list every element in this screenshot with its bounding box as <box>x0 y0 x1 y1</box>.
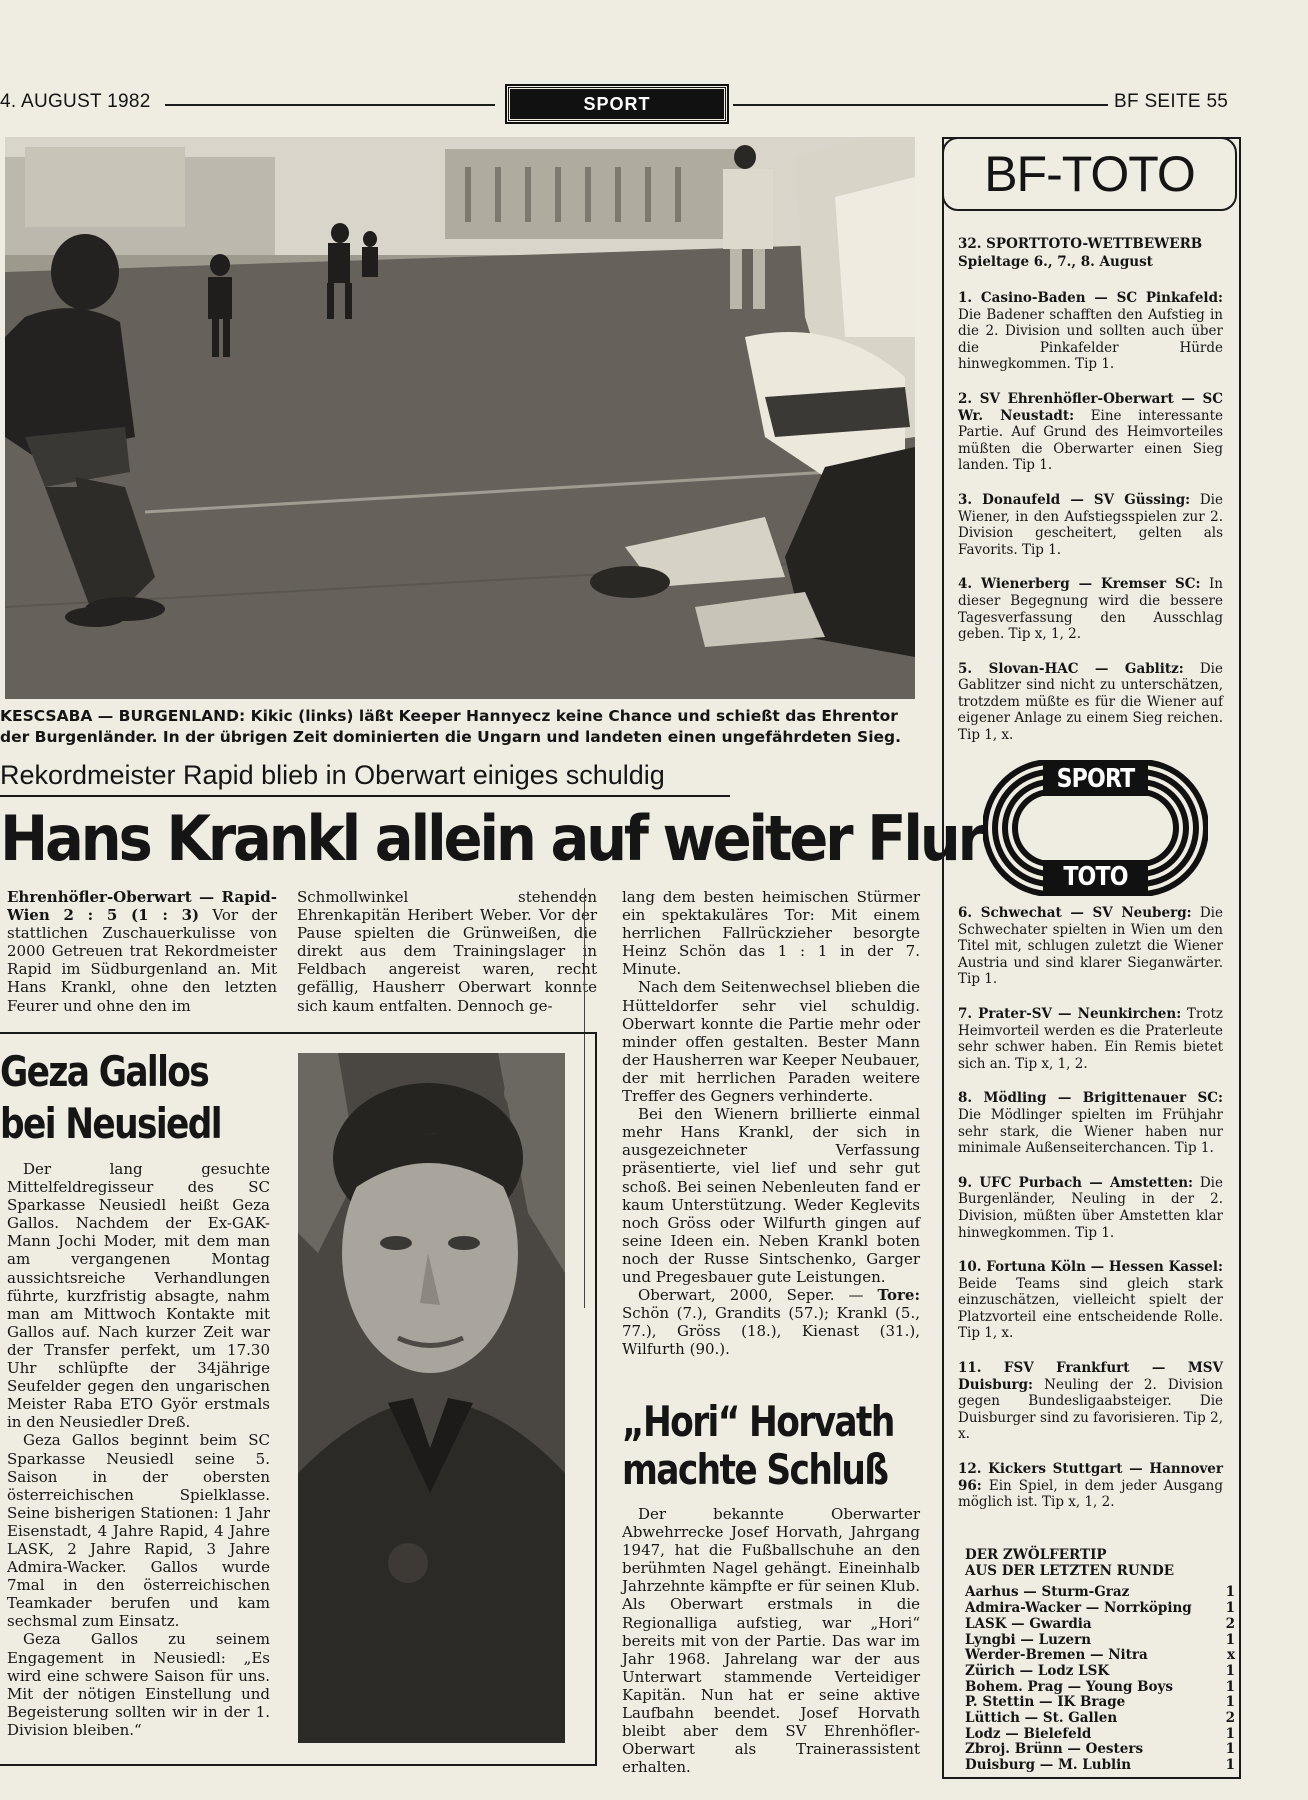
game-teams: 3. Donaufeld — SV Güssing: <box>958 491 1191 508</box>
game-teams: 1. Casino-Baden — SC Pinkafeld: <box>958 290 1223 306</box>
result-value: 1 <box>1225 1678 1235 1695</box>
zwoelfertip-table <box>965 1548 1235 1774</box>
horvath-headline-1: „Hori“ Horvath <box>622 1397 894 1446</box>
gallos-headline-1: Geza Gallos <box>0 1047 209 1096</box>
col3-para-2: Nach dem Seitenwechsel blieben die Hütteldorfer sehr viel schuldig. Oberwart konnte die Partie mehr oder minder offen gestalten. Bester Mann der Hausherren war Keeper Neubauer, der mit herrlichen Paraden weitere Treffer des Gegners verhinderte. <box>622 978 920 1106</box>
result-row <box>965 1617 1235 1633</box>
article-column-1 <box>7 888 277 1015</box>
game-teams: 9. UFC Purbach — Amstetten: <box>958 1174 1194 1191</box>
result-match: LASK — Gwardia <box>965 1615 1092 1632</box>
game-teams: 12. Kickers Stuttgart — Hannover 96: <box>958 1461 1223 1494</box>
toto-game <box>958 905 1223 988</box>
kicker-underline <box>0 795 730 797</box>
result-value: 1 <box>1225 1694 1235 1711</box>
result-match: Werder-Bremen — Nitra <box>965 1647 1148 1664</box>
toto-title: BF-TOTO <box>984 146 1195 202</box>
result-match: Lüttich — St. Gallen <box>965 1710 1118 1727</box>
toto-game <box>958 661 1223 744</box>
result-row <box>965 1633 1235 1649</box>
game-tip: Ein Spiel, in dem jeder Ausgang möglich ist. Tip x, 1, 2. <box>958 1477 1223 1511</box>
result-value: 1 <box>1225 1741 1235 1758</box>
result-value: 1 <box>1225 1631 1235 1648</box>
game-teams: 7. Prater-SV — Neunkirchen: <box>958 1005 1182 1022</box>
match-result-lead: Ehrenhöfler-Oberwart — Rapid-Wien 2 : 5 (1 : 3) <box>7 888 277 925</box>
article-column-2 <box>297 888 597 1015</box>
result-row <box>965 1680 1235 1696</box>
match-photo <box>5 137 915 699</box>
sport-toto-logo <box>983 760 1208 896</box>
result-value: x <box>1226 1647 1235 1664</box>
result-row <box>965 1695 1235 1711</box>
toto-game <box>958 1175 1223 1241</box>
game-tip: Die Burgenländer, Neuling in der 2. Division, müßten über Amstetten klar hinwegkommen. Tip 1. <box>958 1174 1223 1241</box>
gallos-portrait-art <box>298 1053 565 1743</box>
result-match: Lyngbi — Luzern <box>965 1631 1092 1648</box>
toto-games-2 <box>958 905 1223 1511</box>
toto-game <box>958 1360 1223 1443</box>
article-column-3 <box>622 888 920 1358</box>
result-row <box>965 1664 1235 1680</box>
result-value: 1 <box>1225 1584 1235 1601</box>
results-title-2: AUS DER LETZTEN RUNDE <box>965 1562 1174 1579</box>
toto-game <box>958 492 1223 558</box>
result-match: Zürich — Lodz LSK <box>965 1662 1110 1679</box>
game-tip: Die Wiener, in den Aufstiegsspielen zur 2. Division gescheitert, gelten als Favorits. Tip 1. <box>958 491 1223 558</box>
toto-games-1 <box>958 290 1223 744</box>
result-match: P. Stettin — IK Brage <box>965 1694 1126 1711</box>
issue-date: 4. AUGUST 1982 <box>0 91 151 112</box>
toto-matchdays: Spieltage 6., 7., 8. August <box>958 254 1153 270</box>
section-label: SPORT <box>507 86 727 122</box>
photo-caption: KESCSABA — BURGENLAND: Kikic (links) läßt Keeper Hannyecz keine Chance und schießt das Ehrentor der Burgenländer. In der übrigen Zeit dominierten die Ungarn und landeten einen ungefährdeten Sieg. <box>0 707 902 746</box>
game-tip: Die Mödlinger spielten im Frühjahr sehr stark, die Wiener haben nur minimale Außenseiterchancen. Tip 1. <box>958 1106 1223 1157</box>
match-photo-art <box>5 137 915 699</box>
gallos-para-1: Der lang gesuchte Mittelfeldregisseur des SC Sparkasse Neusiedl heißt Geza Gallos. Nachdem der Ex-GAK-Mann Jochi Moder, mit dem man am vergangenen Montag aussichtsreiche Verhandlungen führte, kurzfristig absagte, nahm man am Mittwoch Kontakte mit Gallos auf. Nach kurzer Zeit war der Transfer perfekt, um 17.30 Uhr schlüpfte der 34jährige Seufelder gegen den ungarischen Meister Raba ETO Györ erstmals in den Neusiedler Dreß. <box>7 1160 270 1432</box>
gallos-headline-2: bei Neusiedl <box>0 1099 221 1148</box>
col3-para-4 <box>622 1286 920 1358</box>
toto-game <box>958 1090 1223 1156</box>
horvath-para: Der bekannte Oberwarter Abwehrrecke Josef Horvath, Jahrgang 1947, hat die Fußballschuhe an den berühmten Nagel gehängt. Eineinhalb Jahrzehnte kämpfte er für seinen Klub. Als Oberwart erstmals in die Regionalliga aufstieg, war „Hori“ bereits mit von der Partie. Das war im Jahr 1968. Jahrelang war der aus Unterwart stammende Verteidiger Kapitän. Nun hat er seine aktive Laufbahn beendet. Josef Horvath bleibt aber dem SV Ehrenhöfler-Oberwart als Trainerassistent erhalten. <box>622 1505 920 1777</box>
page-number: BF SEITE 55 <box>1114 91 1229 112</box>
game-teams: 2. SV Ehrenhöfler-Oberwart — SC Wr. Neustadt: <box>958 390 1223 424</box>
result-match: Duisburg — M. Lublin <box>965 1757 1132 1774</box>
result-row <box>965 1758 1235 1774</box>
result-match: Admira-Wacker — Norrköping <box>965 1600 1192 1617</box>
goals-label: Tore: <box>877 1286 920 1305</box>
article-kicker: Rekordmeister Rapid blieb in Oberwart einiges schuldig <box>0 760 665 790</box>
horvath-text <box>622 1505 920 1776</box>
result-row <box>965 1601 1235 1617</box>
col3-para-1: lang dem besten heimischen Stürmer ein spektakuläres Tor: Mit einem herrlichen Fallrückzieher besorgte Heinz Schön das 1 : 1 in der 7. Minute. <box>622 888 920 979</box>
game-tip: Trotz Heimvorteil werden es die Praterleute sehr schwer haben. Ein Remis bietet sich an. Tip x, 1, 2. <box>958 1005 1224 1072</box>
result-row <box>965 1648 1235 1664</box>
horvath-headline-2: machte Schluß <box>622 1445 888 1494</box>
game-tip: Beide Teams sind gleich stark einzuschätzen, vielleicht spielt der Platzvorteil eine entscheidende Rolle. Tip 1, x. <box>958 1275 1223 1342</box>
gallos-portrait <box>298 1053 565 1743</box>
result-row <box>965 1585 1235 1601</box>
game-teams: 10. Fortuna Köln — Hessen Kassel: <box>958 1259 1223 1276</box>
gallos-para-2: Geza Gallos beginnt beim SC Sparkasse Neusiedl seine 5. Saison in der obersten österreichischen Spielklasse. Seine bisherigen Stationen: 1 Jahr Eisenstadt, 4 Jahre Rapid, 4 Jahre LASK, 2 Jahre Rapid, 3 Jahre Admira-Wacker. Gallos wurde 7mal in den österreichischen Teamkader berufen und kam sechsmal zum Einsatz. <box>7 1431 270 1631</box>
col2-text: Schmollwinkel stehenden Ehrenkapitän Heribert Weber. Vor der Pause spielten die Grünweißen, die direkt aus dem Trainingslager in Feldbach angereist waren, recht gefällig, Hausherr Oberwart konnte sich kaum entfalten. Dennoch ge- <box>297 888 597 1015</box>
result-value: 2 <box>1225 1615 1235 1632</box>
game-teams: 5. Slovan-HAC — Gablitz: <box>958 660 1184 677</box>
result-row <box>965 1711 1235 1727</box>
game-teams: 8. Mödling — Brigittenauer SC: <box>958 1090 1223 1107</box>
result-match: Lodz — Bielefeld <box>965 1725 1092 1742</box>
goal-scorers: Schön (7.), Grandits (57.); Krankl (5., 77.), Gröss (18.), Kienast (31.), Wilfurth (90.). <box>622 1304 920 1359</box>
game-tip: Die Badener schafften den Aufstieg in die 2. Division und sollten auch über die Pinkafelder Hürde hinwegkommen. Tip 1. <box>958 306 1223 373</box>
game-tip: Eine interessante Partie. Auf Grund des Heimvorteiles müßten die Oberwarter einen Sieg landen. Tip 1. <box>958 407 1223 474</box>
result-value: 1 <box>1225 1600 1235 1617</box>
logo-sport-text: SPORT <box>1056 764 1135 794</box>
col3-para-3: Bei den Wienern brillierte einmal mehr Hans Krankl, der sich in ausgezeichneter Verfassung präsentierte, viel lief und sehr gut schoß. Bei seinen Nebenleuten fand er kaum Unterstützung. Weder Keglevits noch Gröss oder Wilfurth gingen auf seine Ideen ein. Neben Krankl boten noch der Russe Sintschenko, Garger und Pregesbauer gute Leistungen. <box>622 1105 920 1286</box>
results-title-1: DER ZWÖLFERTIP <box>965 1547 1107 1563</box>
header-rule-right <box>733 104 1108 106</box>
result-value: 1 <box>1225 1725 1235 1742</box>
match-facts: Oberwart, 2000, Seper. — <box>638 1286 864 1305</box>
toto-competition: 32. SPORTTOTO-WETTBEWERB <box>958 236 1203 252</box>
col1-text: Vor der stattlichen Zuschauerkulisse von 2000 Getreuen trat Rekordmeister Rapid im Südburgenland an. Mit Hans Krankl, ohne den letzten Feurer und ohne den im <box>7 906 277 1015</box>
article-headline: Hans Krankl allein auf weiter Flur <box>0 802 983 875</box>
result-match: Bohem. Prag — Young Boys <box>965 1678 1173 1695</box>
game-teams: 4. Wienerberg — Kremser SC: <box>958 576 1201 593</box>
gallos-text <box>7 1160 270 1739</box>
toto-game <box>958 290 1223 373</box>
result-value: 2 <box>1225 1710 1235 1727</box>
toto-game <box>958 1259 1223 1342</box>
result-row <box>965 1727 1235 1743</box>
toto-game <box>958 576 1223 642</box>
result-match: Zbroj. Brünn — Oesters <box>965 1741 1144 1758</box>
toto-game <box>958 391 1223 474</box>
game-teams: 11. FSV Frankfurt — MSV Duisburg: <box>958 1360 1223 1393</box>
result-row <box>965 1742 1235 1758</box>
result-value: 1 <box>1225 1662 1235 1679</box>
result-match: Aarhus — Sturm-Graz <box>965 1584 1130 1601</box>
header-rule-left <box>165 104 495 106</box>
game-teams: 6. Schwechat — SV Neuberg: <box>958 905 1192 921</box>
toto-title-frame <box>942 137 1237 211</box>
game-tip: Die Gablitzer sind nicht zu unterschätzen, trotzdem müßte es für die Wiener auf eigener Anlage zu einem Sieg reichen. Tip 1, x. <box>958 660 1223 744</box>
game-tip: In dieser Begegnung wird die bessere Tagesverfassung den Ausschlag geben. Tip x, 1, 2. <box>958 576 1223 643</box>
game-tip: Die Schwechater spielten in Wien um den Titel mit, schlugen zuletzt die Wiener Austria und sind klarer Sieganwärter. Tip 1. <box>958 905 1223 988</box>
toto-game <box>958 1461 1223 1511</box>
toto-game <box>958 1006 1223 1072</box>
logo-toto-text: TOTO <box>1063 862 1128 892</box>
gallos-para-3: Geza Gallos zu seinem Engagement in Neusiedl: „Es wird eine schwere Saison für uns. Mit der nötigen Einstellung und Begeisterung sollten wir in der 1. Division bleiben.“ <box>7 1630 270 1739</box>
result-value: 1 <box>1225 1757 1235 1774</box>
game-tip: Neuling der 2. Division gegen Bundesligaabsteiger. Die Duisburger sind zu favorisieren. Tip 2, x. <box>958 1376 1223 1443</box>
toto-subtitle <box>958 235 1223 271</box>
